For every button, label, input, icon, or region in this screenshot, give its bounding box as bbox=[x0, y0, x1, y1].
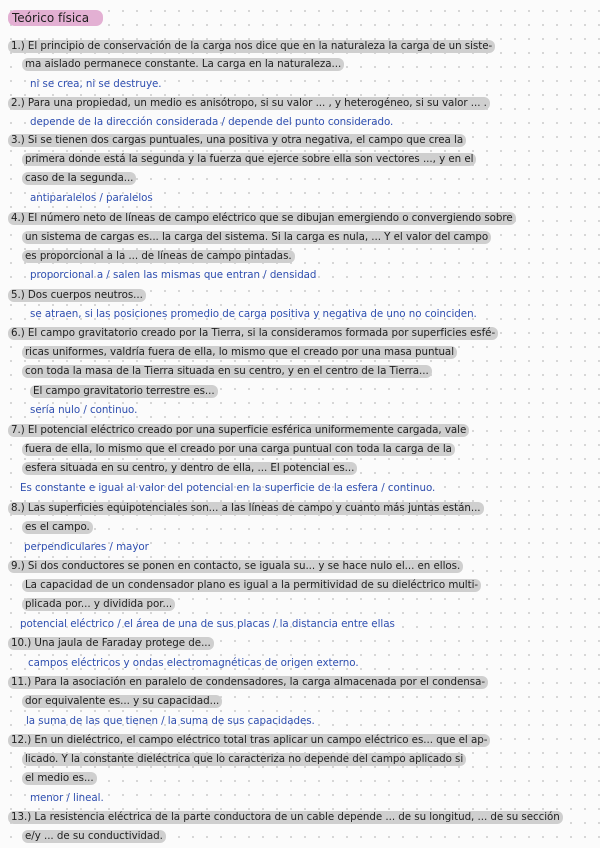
question-12-line-3: el medio es... bbox=[22, 772, 97, 785]
answer-3: antiparalelos / paralelos bbox=[30, 192, 153, 204]
question-6-line-3: con toda la masa de la Tierra situada en su centro, y en el centro de la Tierra... bbox=[22, 365, 432, 378]
question-1-line-2: ma aislado permanece constante. La carga en la naturaleza... bbox=[22, 58, 344, 71]
page-title: Teórico física bbox=[8, 10, 103, 26]
question-8-line-1: 8.) Las superficies equipotenciales son... a las líneas de campo y cuanto más juntas están... bbox=[8, 502, 484, 515]
question-12-line-1: 12.) En un dieléctrico, el campo eléctrico total tras aplicar un campo eléctrico es... que el ap- bbox=[8, 734, 490, 747]
answer-8: perpendiculares / mayor bbox=[24, 541, 149, 553]
answer-1: ni se crea, ni se destruye. bbox=[30, 78, 162, 90]
question-5-line-1: 5.) Dos cuerpos neutros... bbox=[8, 289, 146, 302]
question-4-line-2: un sistema de cargas es... la carga del sistema. Si la carga es nula, ... Y el valor del campo bbox=[22, 231, 491, 244]
question-9-line-1: 9.) Si dos conductores se ponen en contacto, se iguala su... y se hace nulo el... en ellos. bbox=[8, 560, 463, 573]
question-3-line-3: caso de la segunda... bbox=[22, 172, 136, 185]
question-11-line-2: dor equivalente es... y su capacidad... bbox=[22, 695, 222, 708]
answer-7: Es constante e igual al valor del potencial en la superficie de la esfera / continuo. bbox=[20, 482, 436, 494]
question-6-line-1: 6.) El campo gravitatorio creado por la Tierra, si la consideramos formada por superficies esfé- bbox=[8, 327, 498, 340]
question-4-line-3: es proporcional a la ... de líneas de campo pintadas. bbox=[22, 250, 295, 263]
question-12-line-2: licado. Y la constante dieléctrica que lo caracteriza no depende del campo aplicado si bbox=[22, 753, 466, 766]
question-6-line-2: ricas uniformes, valdría fuera de ella, lo mismo que el creado por una masa puntual bbox=[22, 346, 457, 359]
question-13-line-2: e/y ... de su conductividad. bbox=[22, 830, 166, 843]
question-10-line-1: 10.) Una jaula de Faraday protege de... bbox=[8, 637, 214, 650]
question-4-line-1: 4.) El número neto de líneas de campo eléctrico que se dibujan emergiendo o convergiendo sobre bbox=[8, 212, 516, 225]
answer-2: depende de la dirección considerada / depende del punto considerado. bbox=[30, 116, 394, 128]
question-7-line-1: 7.) El potencial eléctrico creado por una superficie esférica uniformemente cargada, vale bbox=[8, 424, 469, 437]
answer-9: potencial eléctrico / el área de una de sus placas / la distancia entre ellas bbox=[20, 618, 395, 630]
question-11-line-1: 11.) Para la asociación en paralelo de condensadores, la carga almacenada por el condensa- bbox=[8, 676, 488, 689]
question-13-line-1: 13.) La resistencia eléctrica de la parte conductora de un cable depende ... de su longitud, ... de su sección bbox=[8, 811, 563, 824]
answer-12: menor / lineal. bbox=[30, 792, 104, 804]
answer-10: campos eléctricos y ondas electromagnéticas de origen externo. bbox=[28, 657, 359, 669]
question-2-line-1: 2.) Para una propiedad, un medio es anisótropo, si su valor ... , y heterogéneo, si su valor ... . bbox=[8, 97, 490, 110]
question-9-line-2: La capacidad de un condensador plano es igual a la permitividad de su dieléctrico multi- bbox=[22, 579, 481, 592]
question-9-line-3: plicada por... y dividida por... bbox=[22, 598, 175, 611]
answer-4: proporcional a / salen las mismas que entran / densidad bbox=[30, 269, 317, 281]
question-6-line-4: El campo gravitatorio terrestre es... bbox=[30, 385, 218, 398]
question-3-line-2: primera donde está la segunda y la fuerza que ejerce sobre ella son vectores ..., y en el bbox=[22, 153, 476, 166]
answer-11: la suma de las que tienen / la suma de sus capacidades. bbox=[26, 715, 315, 727]
answer-6: sería nulo / continuo. bbox=[30, 404, 138, 416]
question-8-line-2: es el campo. bbox=[22, 521, 93, 534]
question-3-line-1: 3.) Si se tienen dos cargas puntuales, una positiva y otra negativa, el campo que crea la bbox=[8, 134, 466, 147]
answer-5: se atraen, si las posiciones promedio de carga positiva y negativa de uno no coinciden. bbox=[30, 308, 477, 320]
question-7-line-2: fuera de ella, lo mismo que el creado por una carga puntual con toda la carga de la bbox=[22, 443, 455, 456]
question-7-line-3: esfera situada en su centro, y dentro de ella, ... El potencial es... bbox=[22, 462, 357, 475]
question-1-line-1: 1.) El principio de conservación de la carga nos dice que en la naturaleza la carga de un siste- bbox=[8, 40, 495, 53]
